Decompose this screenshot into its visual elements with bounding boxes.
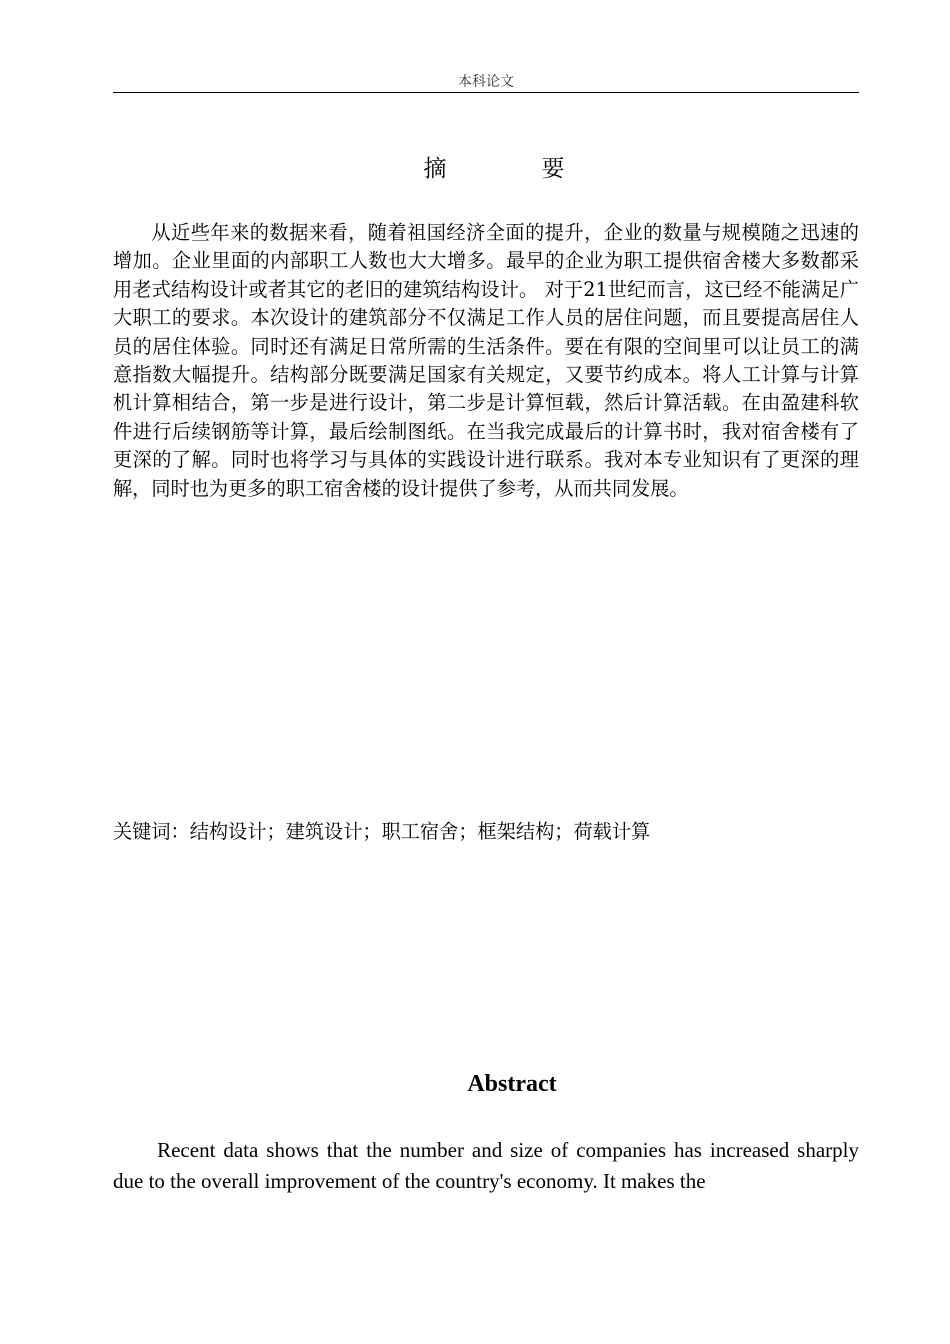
header-rule xyxy=(113,92,859,93)
chinese-abstract-body: 从近些年来的数据来看，随着祖国经济全面的提升，企业的数量与规模随之迅速的增加。企业里面的内部职工人数也大大增多。最早的企业为职工提供宿舍楼大多数都采用老式结构设计或者其它的老旧的建筑结构设计。 对于21世纪而言，这已经不能满足广大职工的要求。本次设计的建筑部分不仅满足工作人员的居住问题，而且要提高居住人员的居住体验。同时还有满足日常所需的生活条件。要在有限的空间里可以让员工的满意指数大幅提升。结构部分既要满足国家有关规定，又要节约成本。将人工计算与计算机计算相结合，第一步是进行设计，第二步是计算恒载，然后计算活载。在由盈建科软件进行后续钢筋等计算，最后绘制图纸。在当我完成最后的计算书时，我对宿舍楼有了更深的了解。同时也将学习与具体的实践设计进行联系。我对本专业知识有了更深的理解，同时也为更多的职工宿舍楼的设计提供了参考，从而共同发展。 xyxy=(113,221,859,500)
keywords-line xyxy=(113,818,859,846)
chinese-abstract-title: 摘 要 xyxy=(423,156,601,182)
keywords-label: 关键词： xyxy=(113,820,190,843)
english-abstract-title: Abstract xyxy=(467,1071,557,1097)
keywords-value: 结构设计；建筑设计；职工宿舍；框架结构；荷载计算 xyxy=(189,820,651,843)
english-abstract-body: Recent data shows that the number and size of companies has increased sharply due to the overall improvement of the country's economy. It makes the xyxy=(113,1138,859,1193)
page-header: 本科论文 xyxy=(458,74,514,90)
